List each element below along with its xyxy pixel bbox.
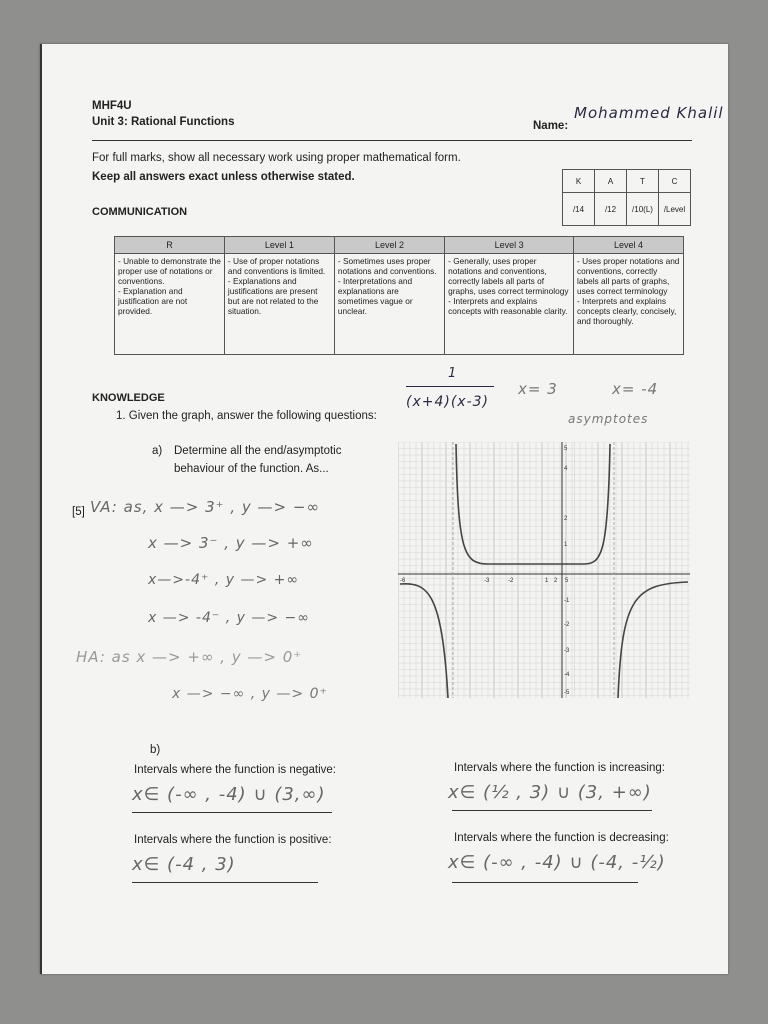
increasing-intervals-label: Intervals where the function is increasing: <box>454 762 665 774</box>
increasing-intervals-answer: x∈ (½ , 3) ∪ (3, +∞) <box>448 782 652 803</box>
negative-answer-line <box>132 812 332 813</box>
function-graph <box>398 442 574 698</box>
rubric-header-level-4: Level 4 <box>574 237 684 254</box>
question-1a-marks: [5] <box>72 506 85 518</box>
rubric-cell-level-4: - Uses proper notations and conventions, correctly labels all parts of graphs, uses correct terminology - Interprets and explains concepts clearly, concisely, and thoroughly. <box>574 254 684 355</box>
negative-intervals-label: Intervals where the function is negative: <box>134 764 337 776</box>
hand-va-line-2: x —> 3⁻ , y —> +∞ <box>148 534 314 552</box>
score-c: /Level <box>659 193 691 226</box>
rubric-cell-r: - Unable to demonstrate the proper use of notations or conventions. - Explanation and justification are not provided. <box>115 254 225 355</box>
decreasing-intervals-label: Intervals where the function is decreasing: <box>454 832 669 844</box>
hand-x-eq-minus-4: x= -4 <box>612 380 659 398</box>
positive-intervals-label: Intervals where the function is positive: <box>134 834 332 846</box>
x-tick-4: 1 <box>545 578 549 584</box>
y-tick-3: 2 <box>564 516 568 522</box>
course-code: MHF4U <box>92 100 132 112</box>
score-header-c: C <box>659 170 691 193</box>
positive-answer-line <box>132 882 318 883</box>
question-1a-text-2: behaviour of the function. As... <box>174 463 329 475</box>
hand-asymptotes: asymptotes <box>568 412 649 426</box>
score-k: /14 <box>563 193 595 226</box>
score-header-a: A <box>595 170 627 193</box>
rubric-header-level-3: Level 3 <box>445 237 574 254</box>
instruction-line-2: Keep all answers exact unless otherwise stated. <box>92 171 355 183</box>
x-tick-3: -2 <box>508 578 514 584</box>
rubric-header-level-1: Level 1 <box>224 237 334 254</box>
rubric-header-level-2: Level 2 <box>334 237 444 254</box>
function-graph-right <box>574 442 690 698</box>
y-tick-5: -1 <box>564 598 570 604</box>
worksheet-page <box>40 44 728 974</box>
hand-va-line-1: VA: as, x —> 3⁺ , y —> −∞ <box>90 498 320 516</box>
rubric-header-r: R <box>115 237 225 254</box>
rubric-cell-level-2: - Sometimes uses proper notations and conventions. - Interpretations and explanations are sometimes vague or unclear. <box>334 254 444 355</box>
knowledge-title: KNOWLEDGE <box>92 392 165 404</box>
instruction-line-1: For full marks, show all necessary work using proper mathematical form. <box>92 152 461 164</box>
hand-ha-line-1: HA: as x —> +∞ , y —> 0⁺ <box>76 648 303 666</box>
hand-va-line-4: x —> -4⁻ , y —> −∞ <box>148 610 310 626</box>
y-tick-6: -2 <box>564 622 570 628</box>
question-1a-text-1: Determine all the end/asymptotic <box>174 445 342 457</box>
hand-fraction-denominator: (x+4)(x-3) <box>406 394 490 410</box>
name-value: Mohammed Khalil <box>574 104 724 122</box>
rubric-cell-level-3: - Generally, uses proper notations and conventions, correctly labels all parts of graphs, uses correct terminology - Interprets and explains concepts with reasonable clarity. <box>445 254 574 355</box>
communication-rubric <box>114 236 684 355</box>
hand-ha-line-2: x —> −∞ , y —> 0⁺ <box>172 686 328 702</box>
y-tick-2: 4 <box>564 466 568 472</box>
score-a: /12 <box>595 193 627 226</box>
decreasing-intervals-answer: x∈ (-∞ , -4) ∪ (-4, -½) <box>448 852 666 873</box>
hand-fraction-bar <box>406 386 494 387</box>
x-tick-1: -6 <box>400 578 406 584</box>
hand-fraction-numerator: 1 <box>448 366 458 381</box>
header-rule <box>92 140 692 141</box>
score-header-t: T <box>627 170 659 193</box>
score-header-k: K <box>563 170 595 193</box>
y-tick-1: 5 <box>564 446 568 452</box>
positive-intervals-answer: x∈ (-4 , 3) <box>132 854 236 875</box>
name-label: Name: <box>533 120 569 132</box>
negative-intervals-answer: x∈ (-∞ , -4) ∪ (3,∞) <box>132 784 326 805</box>
hand-x-eq-3: x= 3 <box>518 380 558 398</box>
rubric-cell-level-1: - Use of proper notations and conventions is limited. - Explanations and justifications are present but are not related to the situation. <box>224 254 334 355</box>
y-tick-8: -4 <box>564 672 570 678</box>
y-tick-7: -3 <box>564 648 570 654</box>
hand-va-line-3: x—>-4⁺ , y —> +∞ <box>148 572 300 588</box>
x-tick-5: 2 <box>554 578 558 584</box>
question-1b-label: b) <box>150 744 161 756</box>
communication-title: COMMUNICATION <box>92 206 188 218</box>
unit-title: Unit 3: Rational Functions <box>92 116 235 128</box>
y-tick-4: 1 <box>564 542 568 548</box>
decreasing-answer-line <box>452 882 638 883</box>
y-tick-9: -5 <box>564 690 570 696</box>
score-t: /10(L) <box>627 193 659 226</box>
question-1a-label: a) <box>152 445 163 457</box>
x-tick-6: 5 <box>565 578 569 584</box>
question-1: 1. Given the graph, answer the following questions: <box>116 410 377 422</box>
score-table <box>562 169 691 226</box>
increasing-answer-line <box>452 810 652 811</box>
x-tick-2: -3 <box>484 578 490 584</box>
